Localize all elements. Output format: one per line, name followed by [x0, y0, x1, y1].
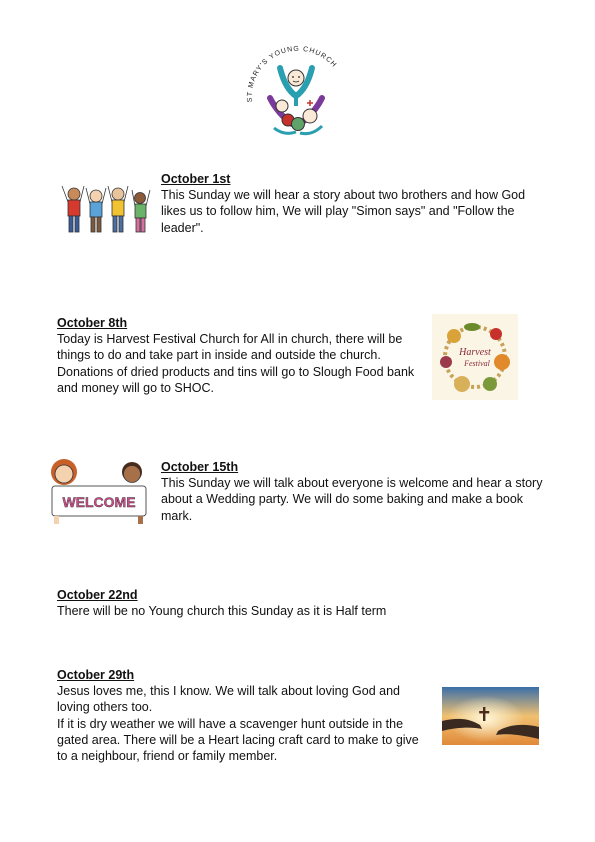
image-children-waving [60, 180, 152, 236]
image-hands-cross [442, 687, 539, 745]
harvest-word: Harvest [459, 347, 491, 358]
four-children-waving-illustration [60, 180, 152, 236]
logo-arc-text: ST MARY'S YOUNG CHURCH [246, 45, 338, 103]
church-logo [240, 40, 352, 140]
section-body: Today is Harvest Festival Church for All in church, there will be things to do and take part in inside and outside the church. Donations of dried products and tins will go to Slough Food bank and money will go to SHOC. [57, 332, 415, 395]
section-body: Jesus loves me, this I know. We will talk about loving God and loving others too. If it is dry weather we will have a scavenger hunt outside in the gated area. There will be a Heart lacing craft card to make to give to a neighbour, friend or family member. [57, 684, 419, 764]
section-heading: October 22nd [57, 588, 138, 602]
harvest-festival-wreath [432, 314, 518, 400]
welcome-banner-text: WELCOME [62, 494, 136, 510]
festival-word: Festival [464, 359, 490, 368]
section-body: This Sunday we will hear a story about two brothers and how God likes us to follow him, We will play "Simon says" and "Follow the leader". [161, 188, 526, 235]
section-heading: October 29th [57, 668, 135, 682]
section-heading: October 1st [161, 172, 231, 186]
section-body: This Sunday we will talk about everyone is welcome and hear a story about a Wedding party. We will do some baking and make a book mark. [161, 476, 543, 523]
image-harvest-wreath [432, 314, 518, 400]
section-heading: October 8th [57, 316, 128, 330]
section-body: There will be no Young church this Sunday as it is Half term [57, 604, 387, 618]
children-holding-welcome-banner [42, 456, 154, 526]
hands-reaching-with-cross-photo [442, 687, 539, 745]
section-heading: October 15th [161, 460, 239, 474]
image-welcome-banner [42, 456, 154, 526]
logo-graphic [240, 40, 352, 140]
